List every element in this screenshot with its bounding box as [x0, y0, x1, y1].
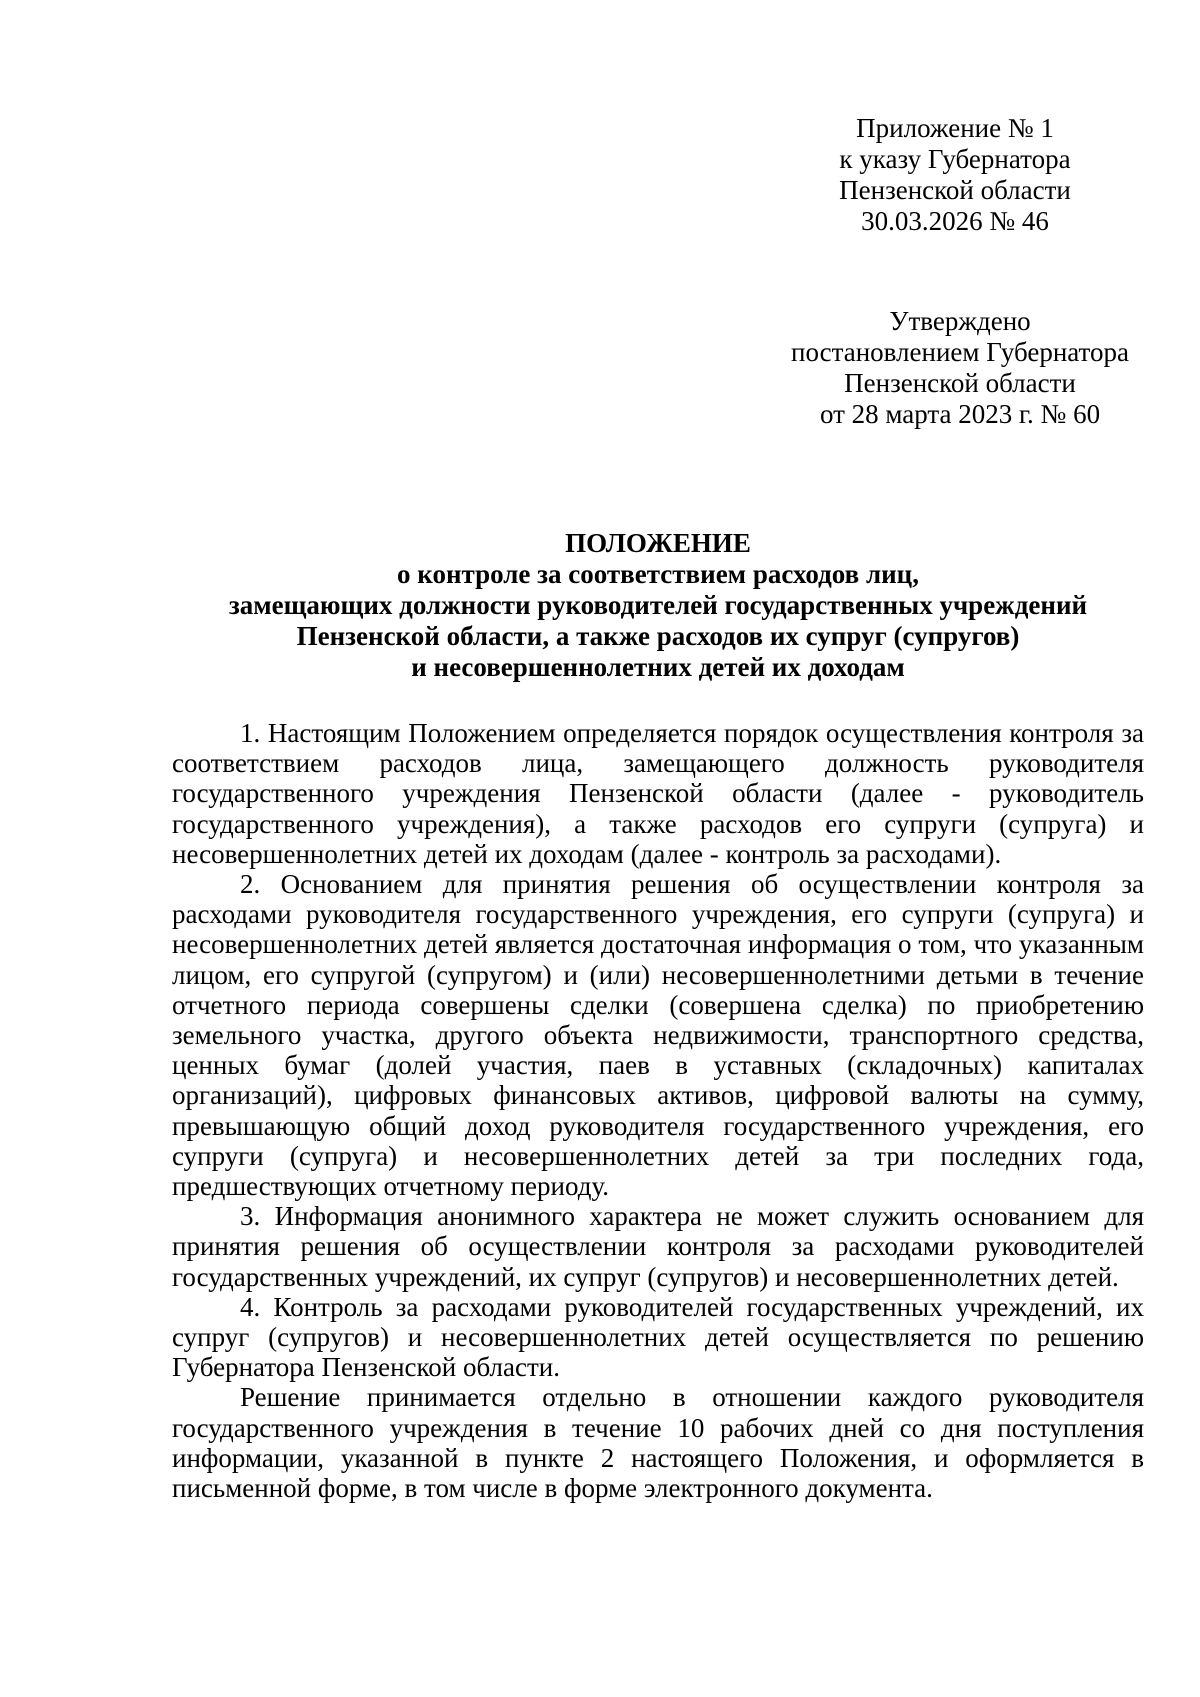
title-subtitle-line: о контроле за соответствием расходов лиц, — [397, 559, 919, 589]
title-subtitle-line: и несовершеннолетних детей их доходам — [411, 652, 905, 682]
paragraph-2: 2. Основанием для принятия решения об осуществлении контроля за расходами руководителя государственного учреждения, его супруги (супруга) и несовершеннолетних детей является достаточная информация о том, что указанным лицом, его супругой (супругом) и (или) несовершеннолетними детьми в течение отчетного периода совершены сделки (совершена сделка) по приобретению земельного участка, другого объекта недвижимости, транспортного средства, ценных бумаг (долей участия, паев в уставных (складочных) капиталах организаций), цифровых финансовых активов, цифровой валюты на сумму, превышающую общий доход руководителя государственного учреждения, его супруги (супруга) и несовершеннолетних детей за три последних года, предшествующих отчетному периоду. — [172, 869, 1144, 1202]
title-subtitle-line: Пензенской области, а также расходов их супруг (супругов) — [296, 621, 1020, 651]
paragraph-4: 4. Контроль за расходами руководителей государственных учреждений, их супруг (супругов) и несовершеннолетних детей осуществляется по решению Губернатора Пензенской области. — [172, 1291, 1144, 1383]
approval-date-number: от 28 марта 2023 г. № 60 — [819, 399, 1101, 429]
paragraph-5: Решение принимается отдельно в отношении каждого руководителя государственного учреждения в течение 10 рабочих дней со дня поступления информации, указанной в пункте 2 настоящего Положения, и оформляется в письменной форме, в том числе в форме электронного документа. — [172, 1382, 1144, 1504]
document-body — [172, 718, 1144, 1503]
annex-line: Пензенской области — [839, 175, 1071, 205]
approval-line: Утверждено — [889, 306, 1031, 336]
approval-line: Пензенской области — [844, 368, 1076, 398]
paragraph-1: 1. Настоящим Положением определяется порядок осуществления контроля за соответствием расходов лица, замещающего должность руководителя государственного учреждения Пензенской области (далее - руководитель государственного учреждения), а также расходов его супруги (супруга) и несовершеннолетних детей их доходам (далее - контроль за расходами). — [172, 718, 1144, 869]
annex-block — [775, 113, 1135, 237]
annex-line: Приложение № 1 — [856, 113, 1054, 143]
annex-line: к указу Губернатора — [839, 144, 1071, 174]
title-heading: ПОЛОЖЕНИЕ — [565, 528, 751, 558]
approval-line: постановлением Губернатора — [791, 337, 1129, 367]
title-subtitle-line: замещающих должности руководителей государственных учреждений — [228, 590, 1088, 620]
paragraph-3: 3. Информация анонимного характера не может служить основанием для принятия решения об осуществлении контроля за расходами руководителей государственных учреждений, их супруг (супругов) и несовершеннолетних детей. — [172, 1201, 1144, 1292]
approval-block — [760, 306, 1160, 430]
document-title — [172, 528, 1144, 683]
annex-date-number: 30.03.2026 № 46 — [861, 206, 1049, 236]
